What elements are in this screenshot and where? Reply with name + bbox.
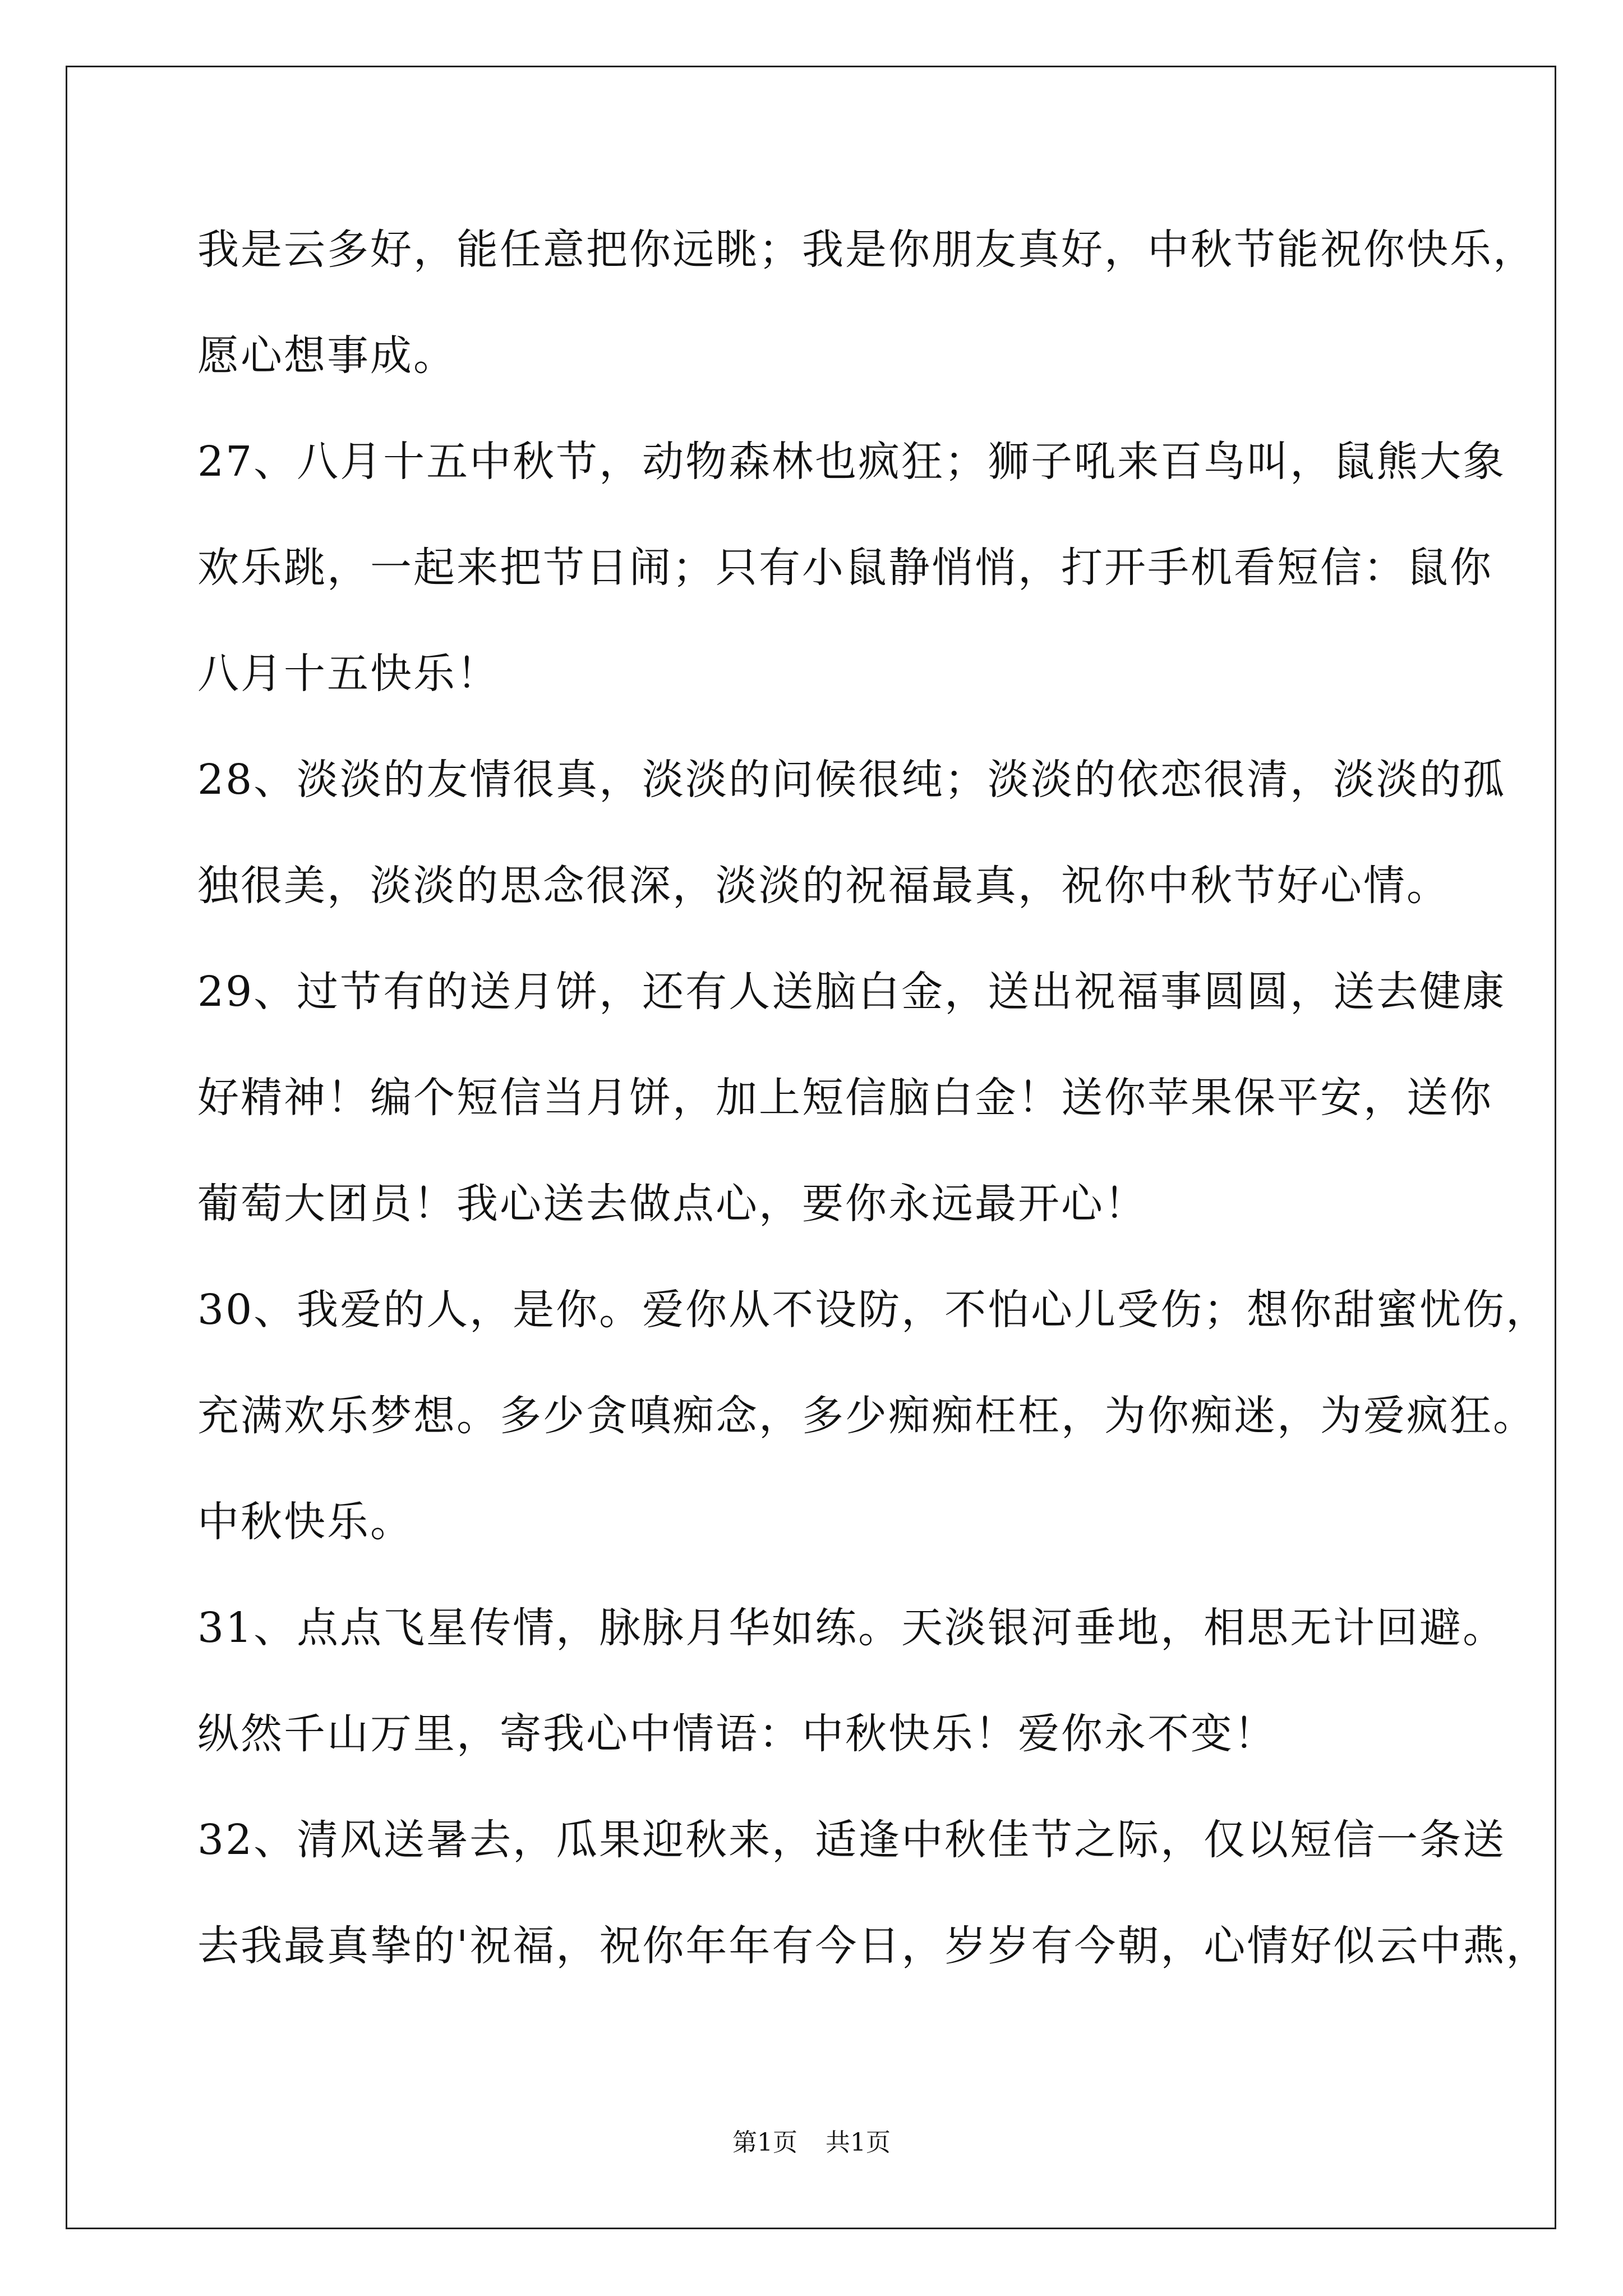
document-body <box>197 224 1550 2027</box>
text-line: 中秋快乐。 <box>197 1498 413 1546</box>
text-line: 愿心想事成。 <box>197 332 457 380</box>
text-line: 纵然千山万里，寄我心中情语：中秋快乐！爱你永不变！ <box>197 1710 1277 1758</box>
text-line: 30、我爱的人，是你。爱你从不设防，不怕心儿受伤；想你甜蜜忧伤， <box>197 1286 1550 1334</box>
text-line: 27、八月十五中秋节，动物森林也疯狂；狮子吼来百鸟叫，鼠熊大象 <box>197 438 1506 486</box>
text-line: 28、淡淡的友情很真，淡淡的问候很纯；淡淡的依恋很清，淡淡的孤 <box>197 756 1506 804</box>
page-number: 第1页 <box>732 2128 797 2157</box>
text-line: 独很美，淡淡的思念很深，淡淡的祝福最真，祝你中秋节好心情。 <box>197 862 1450 910</box>
text-line: 八月十五快乐！ <box>197 650 500 698</box>
text-line: 29、过节有的送月饼，还有人送脑白金，送出祝福事圆圆，送去健康 <box>197 968 1506 1016</box>
page-footer <box>0 2129 1623 2157</box>
text-line: 欢乐跳，一起来把节日闹；只有小鼠静悄悄，打开手机看短信：鼠你 <box>197 544 1493 592</box>
page-total: 共1页 <box>826 2128 891 2157</box>
text-line: 去我最真挚的'祝福，祝你年年有今日，岁岁有今朝，心情好似云中燕， <box>197 1922 1550 1970</box>
text-line: 32、清风送暑去，瓜果迎秋来，适逢中秋佳节之际，仅以短信一条送 <box>197 1816 1506 1864</box>
text-line: 葡萄大团员！我心送去做点心，要你永远最开心！ <box>197 1180 1147 1228</box>
text-line: 我是云多好，能任意把你远眺；我是你朋友真好，中秋节能祝你快乐， <box>197 226 1536 274</box>
text-line: 31、点点飞星传情，脉脉月华如练。天淡银河垂地，相思无计回避。 <box>197 1604 1506 1652</box>
text-line: 充满欢乐梦想。多少贪嗔痴念，多少痴痴枉枉，为你痴迷，为爱疯狂。 <box>197 1392 1536 1440</box>
text-line: 好精神！编个短信当月饼，加上短信脑白金！送你苹果保平安，送你 <box>197 1074 1493 1122</box>
